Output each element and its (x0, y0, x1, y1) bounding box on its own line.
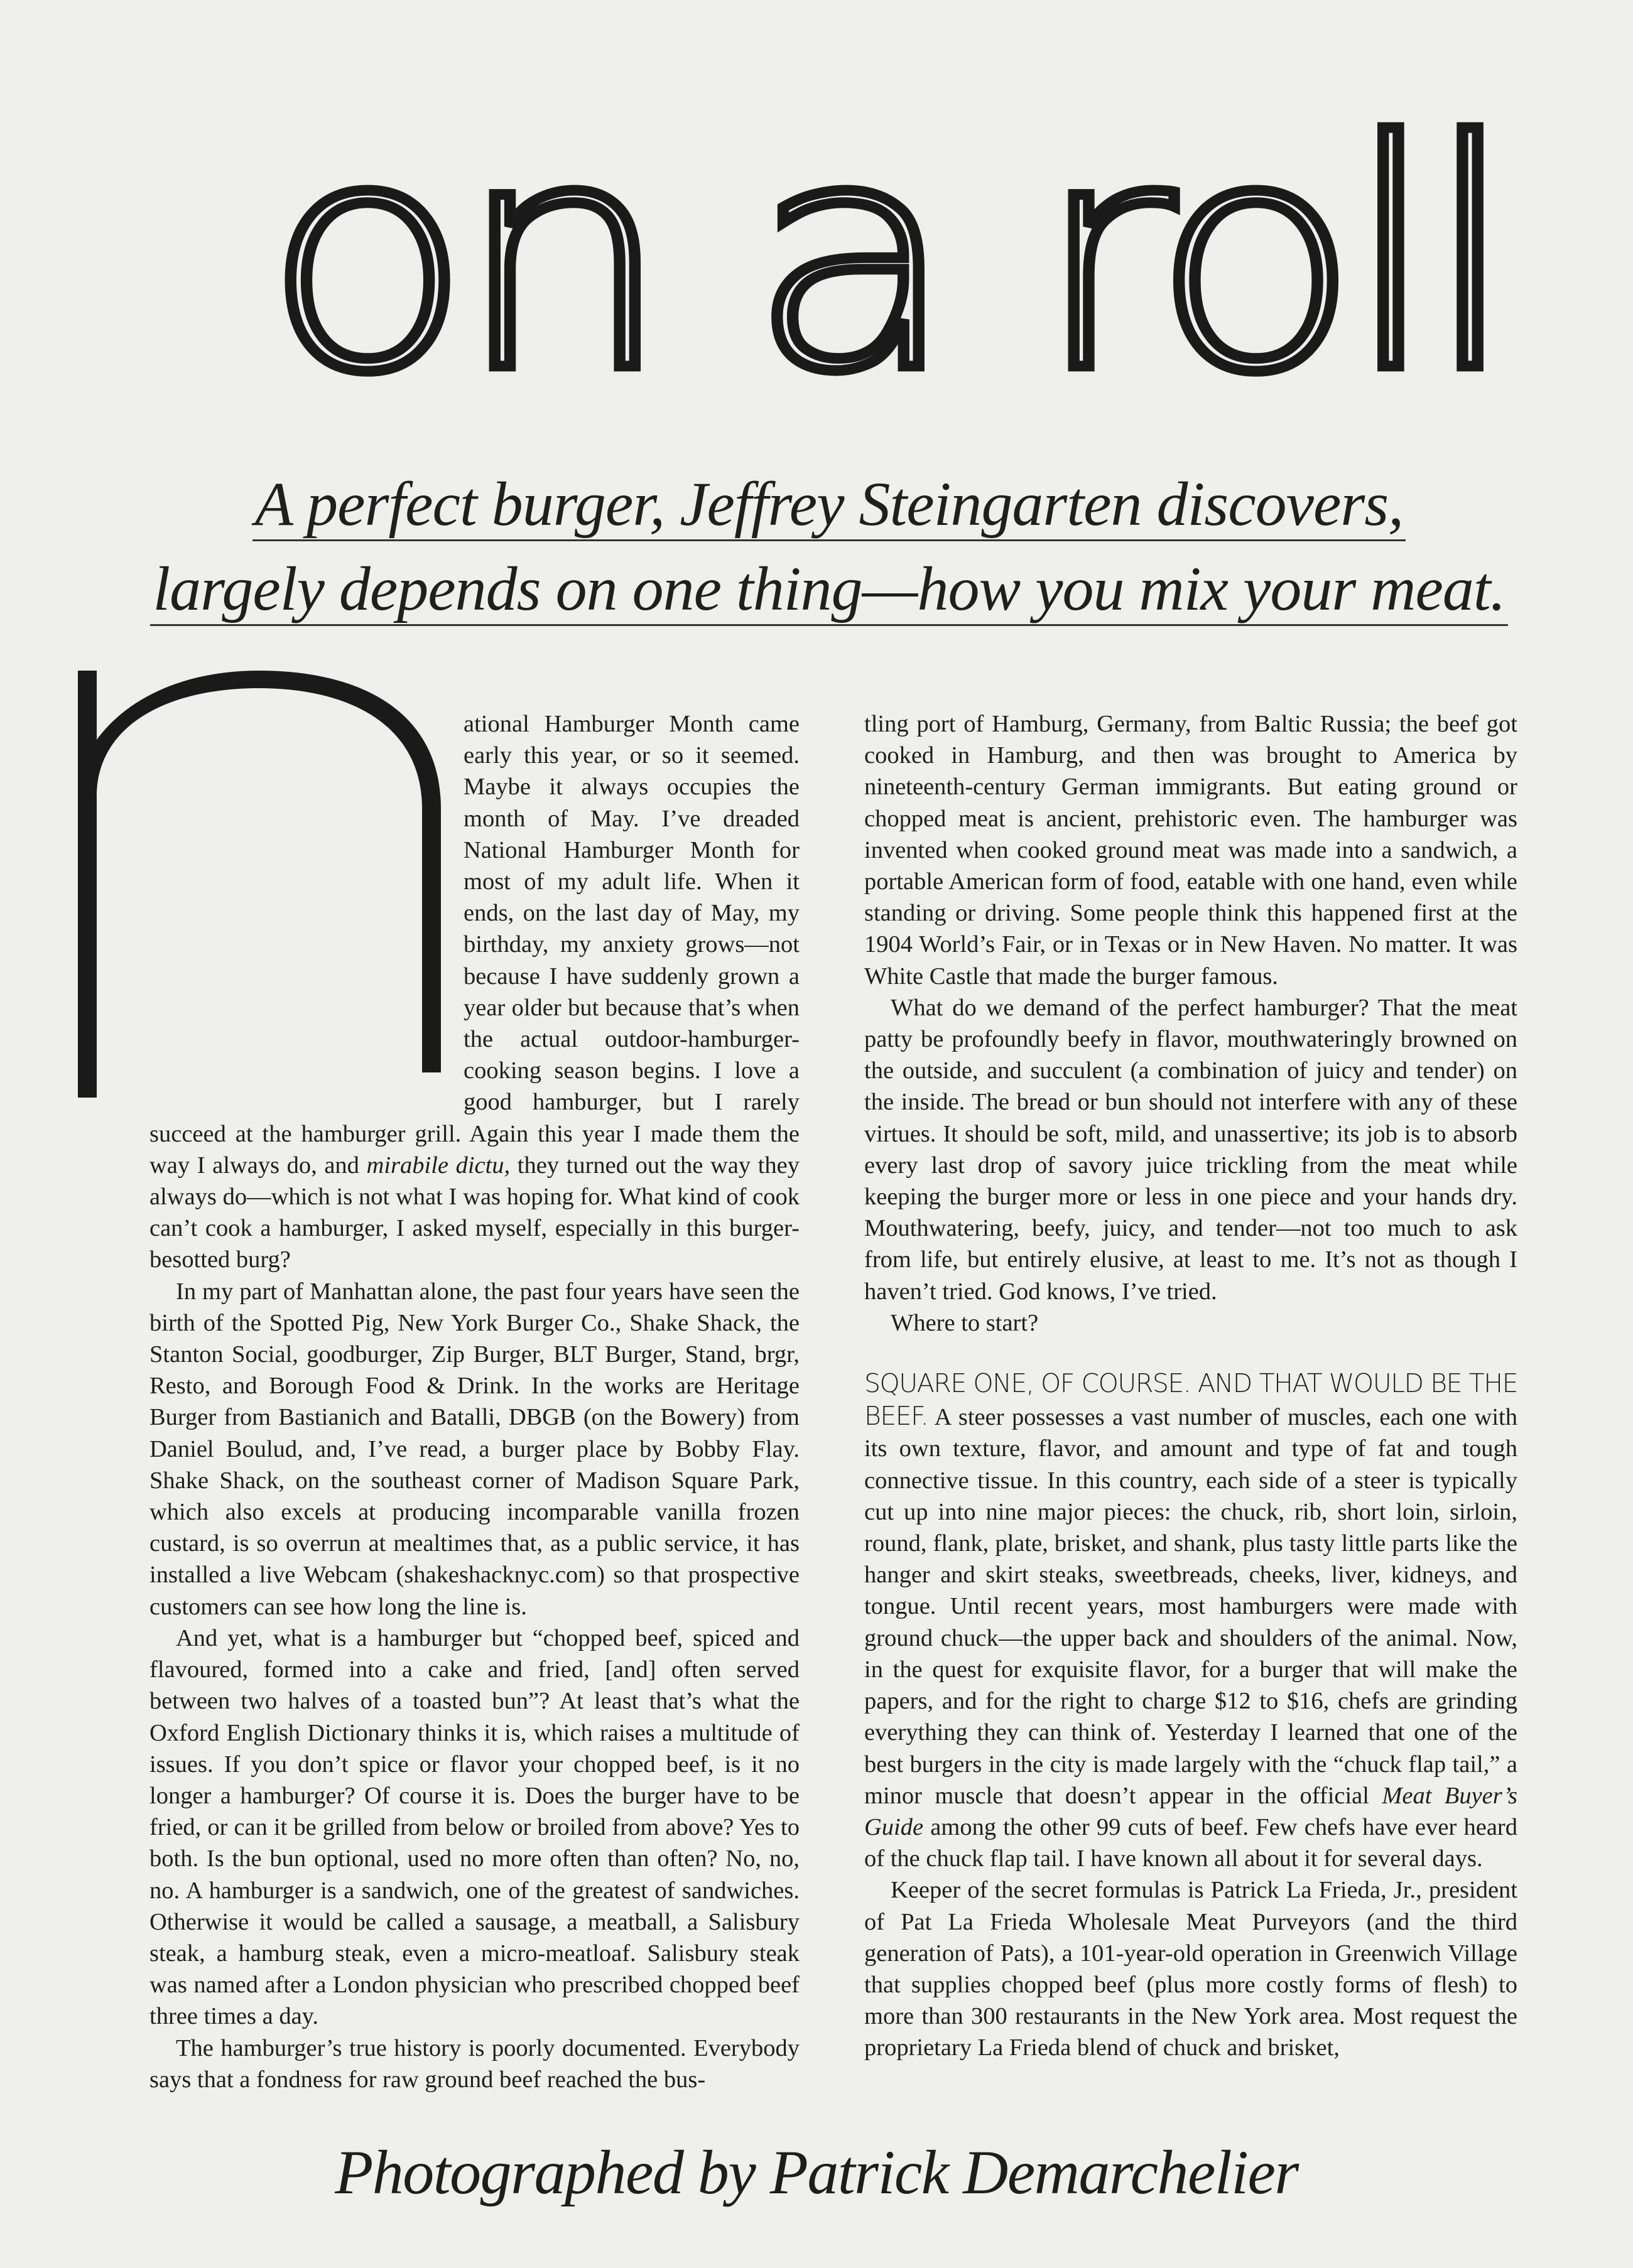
headline (264, 75, 1512, 452)
deck-line-2: largely depends on one thing—how you mix your meat. (150, 554, 1507, 626)
paragraph-5: tling port of Hamburg, Germany, from Baltic Russia; the beef got cooked in Hamburg, and then was brought to America by nineteenth-century German immigrants. But eating ground or chopped meat is ancient, prehistoric even. The hamburger was invented when cooked ground meat was made into a sandwich, a portable American form of food, eatable with one hand, even while standing or driving. Some people think this happened first at the 1904 World’s Fair, or in Texas or in New Haven. No matter. It was White Castle that made the burger famous. (864, 711, 1517, 990)
paragraph-2: In my part of Manhattan alone, the past four years have seen the birth of the Spotted Pig, New York Burger Co., Shake Shack, the Stanton Social, goodburger, Zip Burger, BLT Burger, Stand, brgr, Resto, and Borough Food & Drink. In the works are Heritage Burger from Bastianich and Batalli, DBGB (on the Bowery) from Daniel Boulud, and, I’ve read, a burger place by Bobby Flay. Shake Shack, on the southeast corner of Madison Square Park, which also excels at producing incomparable vanilla frozen custard, is so overrun at mealtimes that, as a public service, it has installed a live Webcam (shakeshacknyc.com) so that prospective customers can see how long the line is. (149, 1278, 800, 1620)
section-head: SQUARE ONE, OF COURSE. AND THAT WOULD BE THE BEEF. (864, 1368, 1517, 1432)
paragraph-4: The hamburger’s true history is poorly documented. Everybody says that a fondness for raw ground beef reached the bus- (149, 2034, 800, 2093)
paragraph-8-text: A steer possesses a vast number of muscles, each one with its own texture, flavor, and amount and type of fat and tough connective tissue. In this country, each side of a steer is typically cut up into nine major pieces: the chuck, rib, short loin, sirloin, round, flank, plate, brisket, and shank, plus tasty little parts like the hanger and skirt steaks, sweetbreads, cheeks, liver, kidneys, and tongue. Until recent years, most hamburgers were made with ground chuck—the upper back and shoulders of the animal. Now, in the quest for exquisite flavor, for a burger that will make the papers, and for the right to charge $12 to $16, chefs are grinding everything they can think of. Yesterday I learned that one of the best burgers in the city is made largely with the “chuck flap tail,” a minor muscle that doesn’t appear in the official (864, 1404, 1517, 1809)
headline-text: on a roll (264, 75, 1504, 440)
article-column-1 (149, 708, 800, 2095)
paragraph-7: Where to start? (891, 1309, 1039, 1336)
paragraph-3: And yet, what is a hamburger but “chopped beef, spiced and flavoured, formed into a cake and fried, [and] often served between two halves of a toasted bun”? At least that’s what the Oxford English Dictionary thinks it is, which raises a multitude of issues. If you don’t spice or flavor your chopped beef, is it no longer a hamburger? Of course it is. Does the burger have to be fried, or can it be grilled from below or broiled from above? Yes to both. Is the bun optional, used no more often than often? No, no, no. A hamburger is a sandwich, one of the greatest of sandwiches. Otherwise it would be called a sausage, a meatball, a Salisbury steak, a hamburg steak, even a micro-meatloaf. Salisbury steak was named after a London physician who prescribed chopped beef three times a day. (149, 1624, 800, 2030)
paragraph-1-rest-a: begins. I love a good hamburger, but I rarely succeed at the hamburger grill. Again this year I made them the way I always do, and (149, 1057, 800, 1179)
photo-credit: Photographed by Patrick Demarchelier (335, 2137, 1298, 2207)
deck (126, 462, 1533, 631)
paragraph-1-rest-b: they turned out the way they always do—which is not what I was hoping for. What kind of cook can’t cook a hamburger, I asked myself, especially in this burger-besotted burg? (149, 1152, 800, 1273)
article-column-2 (864, 708, 1517, 2064)
paragraph-1 (149, 708, 800, 1276)
paragraph-8 (864, 1368, 1517, 1874)
paragraph-6: What do we demand of the perfect hamburger? That the meat patty be profoundly beefy in flavor, mouthwateringly browned on the outside, and succulent (a combination of juicy and tender) on the inside. The bread or bun should not interfere with any of these virtues. It should be soft, mild, and unassertive; its job is to absorb every last drop of savory juice trickling from the meat while keeping the burger more or less in one piece and your hands dry. Mouthwatering, beefy, juicy, and tender—not too much to ask from life, but entirely elusive, at least to me. It’s not as though I haven’t tried. God knows, I’ve tried. (864, 994, 1517, 1305)
deck-line-1: A perfect burger, Jeffrey Steingarten discovers, (252, 469, 1406, 541)
paragraph-9: Keeper of the secret formulas is Patrick La Frieda, Jr., president of Pat La Frieda Wholesale Meat Purveyors (and the third generation of Pats), a 101-year-old operation in Greenwich Village that supplies chopped beef (plus more costly forms of flesh) to more than 300 restaurants in the New York area. Most request the proprietary La Frieda blend of chuck and brisket, (864, 1877, 1517, 2061)
paragraph-1-italic: mirabile dictu, (366, 1152, 511, 1179)
paragraph-8-italic: Meat Buyer’s Guide (864, 1782, 1517, 1840)
dropcap-wrap (149, 708, 464, 1093)
paragraph-1-lead: ational Hamburger Month came early this year, or so it seemed. Maybe it always occupies the month of May. I’ve dreaded National Hamburger Month for most of my adult life. When it ends, on the last day of May, my birthday, my anxiety grows—not because I have suddenly grown a year older but because that’s when the actual outdoor-hamburger-cooking season (464, 711, 800, 1084)
paragraph-8-rest: among the other 99 cuts of beef. Few chefs have ever heard of the chuck flap tail. I have known all about it for several days. (864, 1813, 1517, 1872)
